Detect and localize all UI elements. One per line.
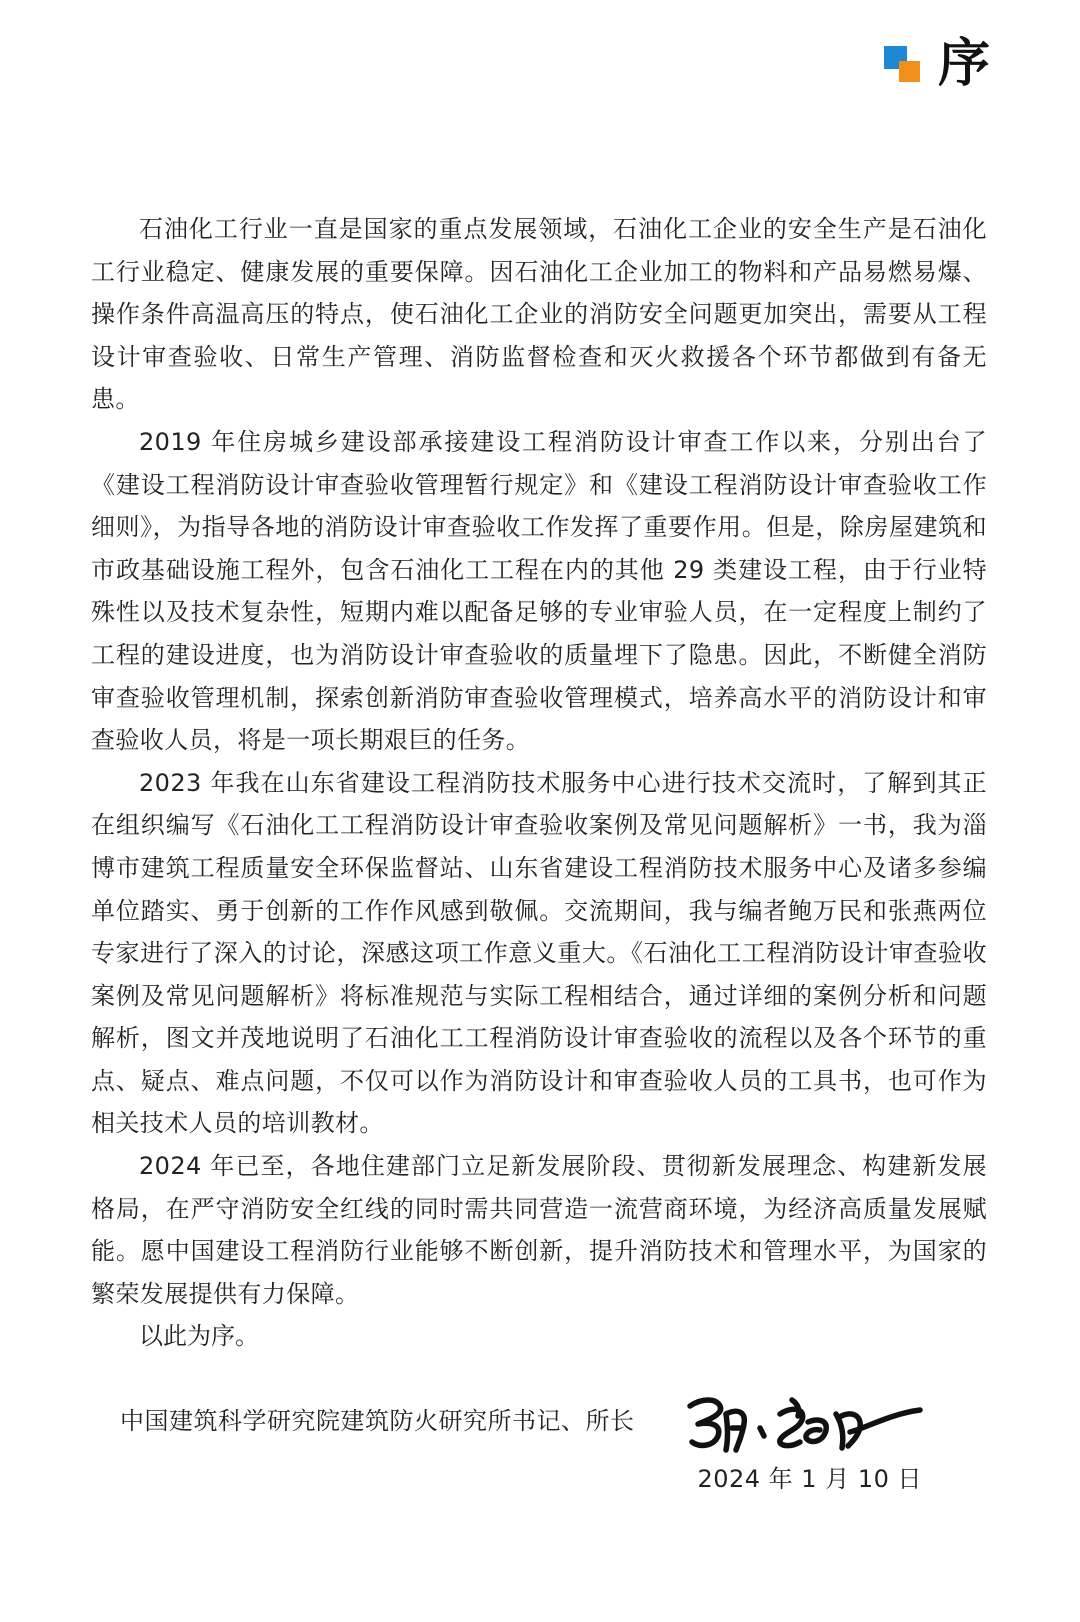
closing-line: 以此为序。 (139, 1322, 259, 1351)
preface-body (91, 208, 987, 1358)
paragraph-2: 2019 年住房城乡建设部承接建设工程消防设计审查工作以来，分别出台了《建设工程消防设计审查验收管理暂行规定》和《建设工程消防设计审查验收工作细则》，为指导各地的消防设计审查验收工作发挥了重要作用。但是，除房屋建筑和市政基础设施工程外，包含石油化工工程在内的其他 29 类建设工程，由于行业特殊性以及技术复杂性，短期内难以配备足够的专业审验人员，在一定程度上制约了工程的建设进度，也为消防设计审查验收的质量埋下了隐患。因此，不断健全消防审查验收管理机制，探索创新消防审查验收管理模式，培养高水平的消防设计和审查验收人员，将是一项长期艰巨的任务。 (91, 427, 987, 755)
paragraph-3: 2023 年我在山东省建设工程消防技术服务中心进行技术交流时，了解到其正在组织编写《石油化工工程消防设计审查验收案例及常见问题解析》一书，我为淄博市建筑工程质量安全环保监督站、山东省建设工程消防技术服务中心及诸多参编单位踏实、勇于创新的工作作风感到敬佩。交流期间，我与编者鲍万民和张燕两位专家进行了深入的讨论，深感这项工作意义重大。《石油化工工程消防设计审查验收案例及常见问题解析》将标准规范与实际工程相结合，通过详细的案例分析和问题解析，图文并茂地说明了石油化工工程消防设计审查验收的流程以及各个环节的重点、疑点、难点问题，不仅可以作为消防设计和审查验收人员的工具书，也可作为相关技术人员的培训教材。 (91, 768, 987, 1138)
signing-date: 2024 年 1 月 10 日 (697, 1465, 922, 1493)
paragraph-4: 2024 年已至，各地住建部门立足新发展阶段、贯彻新发展理念、构建新发展格局，在严守消防安全红线的同时需共同营造一流营商环境，为经济高质量发展赋能。愿中国建设工程消防行业能够不断创新，提升消防技术和管理水平，为国家的繁荣发展提供有力保障。 (91, 1152, 987, 1308)
handwritten-signature (680, 1384, 930, 1460)
author-affiliation: 中国建筑科学研究院建筑防火研究所书记、所长 (120, 1407, 635, 1435)
page-title: 序 (937, 33, 990, 94)
page-header (884, 34, 990, 94)
paragraph-1: 石油化工行业一直是国家的重点发展领域，石油化工企业的安全生产是石油化工行业稳定、健康发展的重要保障。因石油化工企业加工的物料和产品易燃易爆、操作条件高温高压的特点，使石油化工企业的消防安全问题更加突出，需要从工程设计审查验收、日常生产管理、消防监督检查和灭火救援各个环节都做到有备无患。 (91, 215, 987, 414)
two-overlapping-squares-icon (884, 46, 920, 82)
